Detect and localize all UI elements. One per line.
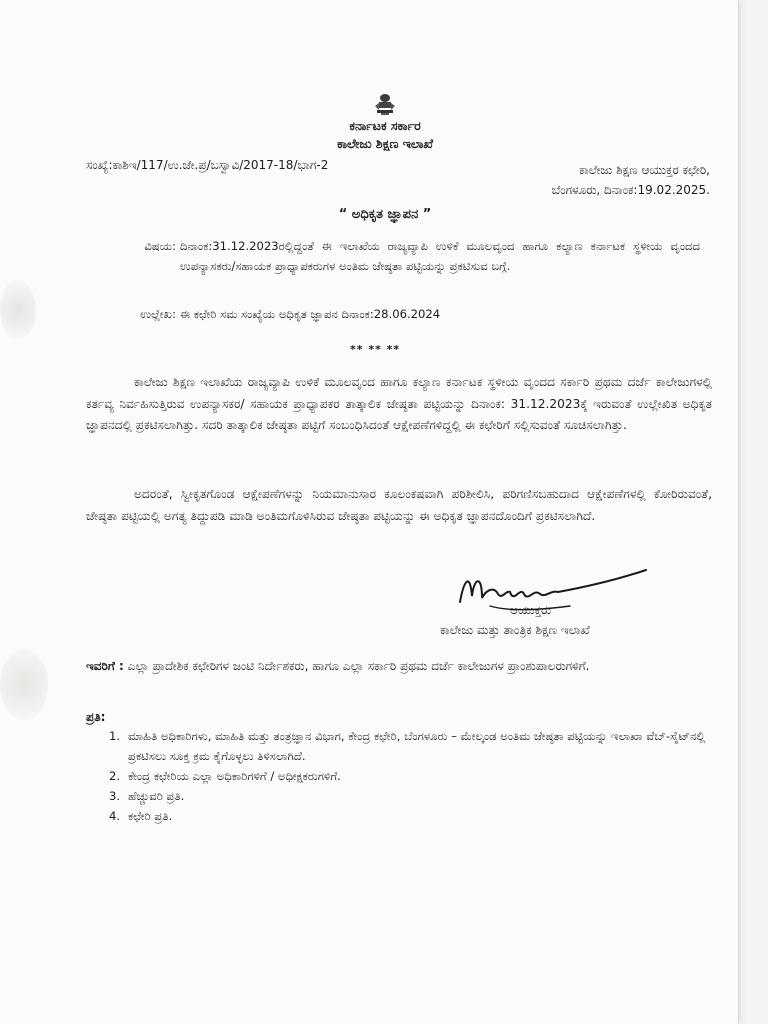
body-paragraph-2 (86, 484, 712, 527)
copy-to-list (100, 726, 710, 826)
office-address: ಕಾಲೇಜು ಶಿಕ್ಷಣ ಆಯುಕ್ತರ ಕಛೇರಿ, (579, 163, 710, 177)
reference-text: ಈ ಕಛೇರಿ ಸಮ ಸಂಖ್ಯೆಯ ಅಧಿಕೃತ ಜ್ಞಾಪನ ದಿನಾಂಕ:28.06.2024 (180, 307, 441, 321)
scan-mark (0, 650, 48, 720)
list-item-text: ಕಛೇರಿ ಪ್ರತಿ. (128, 809, 173, 823)
government-name: ಕರ್ನಾಟಕ ಸರ್ಕಾರ (349, 118, 421, 133)
signatory-department: ಕಾಲೇಜು ಮತ್ತು ತಾಂತ್ರಿಕ ಶಿಕ್ಷಣ ಇಲಾಖೆ (440, 623, 590, 637)
reference-label: ಉಲ್ಲೇಖ: (140, 307, 176, 321)
signatory-title: ಆಯುಕ್ತರು (510, 603, 552, 617)
karnataka-emblem-icon (372, 92, 398, 116)
list-item (100, 806, 710, 826)
list-item (100, 766, 710, 786)
memo-title: “ ಅಧಿಕೃತ ಜ್ಞಾಪನ ” (338, 207, 432, 222)
recipients-text: ಎಲ್ಲಾ ಪ್ರಾದೇಶಿಕ ಕಛೇರಿಗಳ ಜಂಟಿ ನಿರ್ದೇಶಕರು, ಹಾಗೂ ಎಲ್ಲಾ ಸರ್ಕಾರಿ ಪ್ರಥಮ ದರ್ಜೆ ಕಾಲೇಜುಗಳ ಪ್ರಾಂಶುಪಾಲರುಗಳಿಗೆ. (127, 659, 590, 673)
list-item-text: ಕೇಂದ್ರ ಕಛೇರಿಯ ಎಲ್ಲಾ ಅಧಿಕಾರಿಗಳಿಗೆ / ಅಧೀಕ್ಷಕರುಗಳಿಗೆ. (128, 769, 341, 783)
recipients-block (86, 656, 712, 677)
reference-number: ಸಂಖ್ಯೆ:ಕಾಶಿಇ/117/ಉ.ಜೇ.ಪ್ರ/ಬಸ್ವಾವಿ/2017-18/ಭಾಗ-2 (86, 158, 329, 172)
list-item-number: 4. (108, 809, 120, 823)
subject-block (124, 236, 704, 300)
body-paragraph-1 (86, 372, 712, 437)
list-item-number: 1. (108, 729, 120, 743)
subject-text: ದಿನಾಂಕ:31.12.2023ರಲ್ಲಿದ್ದಂತೆ ಈ ಇಲಾಖೆಯ ರಾಜ್ಯವ್ಯಾಪಿ ಉಳಿಕೆ ಮೂಲವೃಂದ ಹಾಗೂ ಕಲ್ಯಾಣ ಕರ್ನಾಟಕ ಸ್ಥಳೀಯ ವೃಂದದ ಉಪನ್ಯಾಸಕರು/ಸಹಾಯಕ ಪ್ರಾಧ್ಯಾಪಕರುಗಳ ಅಂತಿಮ ಜೇಷ್ಠತಾ ಪಟ್ಟಿಯನ್ನು ಪ್ರಕಟಿಸುವ ಬಗ್ಗೆ. (180, 239, 700, 273)
paragraph-text: ಕಾಲೇಜು ಶಿಕ್ಷಣ ಇಲಾಖೆಯ ರಾಜ್ಯವ್ಯಾಪಿ ಉಳಿಕೆ ಮೂಲವೃಂದ ಹಾಗೂ ಕಲ್ಯಾಣ ಕರ್ನಾಟಕ ಸ್ಥಳೀಯ ವೃಂದದ ಸರ್ಕಾರಿ ಪ್ರಥಮ ದರ್ಜೆ ಕಾಲೇಜುಗಳಲ್ಲಿ ಕರ್ತವ್ಯ ನಿರ್ವಹಿಸುತ್ತಿರುವ ಉಪನ್ಯಾಸಕರ/ ಸಹಾಯಕ ಪ್ರಾಧ್ಯಾಪಕರ ತಾತ್ಕಾಲಿಕ ಜೇಷ್ಠತಾ ಪಟ್ಟಿಯನ್ನು ದಿನಾಂಕ: 31.12.2023ಕ್ಕೆ ಇರುವಂತೆ ಉಲ್ಲೇಖಿತ ಅಧಿಕೃತ ಜ್ಞಾಪನದಲ್ಲಿ ಪ್ರಕಟಿಸಲಾಗಿತ್ತು. ಸದರಿ ತಾತ್ಕಾಲಿಕ ಜೇಷ್ಠತಾ ಪಟ್ಟಿಗೆ ಸಂಬಂಧಿಸಿದಂತೆ ಆಕ್ಷೇಪಣೆಗಳಿದ್ದಲ್ಲಿ ಈ ಕಛೇರಿಗೆ ಸಲ್ಲಿಸುವಂತೆ ಸೂಚಿಸಲಾಗಿತ್ತು. (86, 375, 712, 432)
list-item-number: 3. (108, 789, 120, 803)
separator: ** ** ** (350, 343, 401, 356)
list-item (100, 786, 710, 806)
copy-to-label: ಪ್ರತಿ: (86, 710, 106, 724)
list-item (100, 726, 710, 766)
office-date: ಬೆಂಗಳೂರು, ದಿನಾಂಕ:19.02.2025. (551, 183, 710, 197)
reference-block (124, 304, 704, 326)
department-name: ಕಾಲೇಜು ಶಿಕ್ಷಣ ಇಲಾಖೆ (336, 136, 434, 151)
subject-label: ವಿಷಯ: (144, 239, 176, 253)
list-item-number: 2. (108, 769, 120, 783)
paragraph-text: ಅದರಂತೆ, ಸ್ವೀಕೃತಗೊಂಡ ಆಕ್ಷೇಪಣೆಗಳನ್ನು ನಿಯಮಾನುಸಾರ ಕೂಲಂಕಷವಾಗಿ ಪರಿಶೀಲಿಸಿ, ಪರಿಗಣಿಸಬಹುದಾದ ಆಕ್ಷೇಪಣೆಗಳಲ್ಲಿ ಕೋರಿರುವಂತೆ, ಜೇಷ್ಠತಾ ಪಟ್ಟಿಯಲ್ಲಿ ಅಗತ್ಯ ತಿದ್ದುಪಡಿ ಮಾಡಿ ಅಂತಿಮಗೊಳಿಸಿರುವ ಜೇಷ್ಠತಾ ಪಟ್ಟಿಯನ್ನು ಈ ಅಧಿಕೃತ ಜ್ಞಾಪನದೊಂದಿಗೆ ಪ್ರಕಟಿಸಲಾಗಿದೆ. (86, 487, 712, 523)
list-item-text: ಹೆಚ್ಚುವರಿ ಪ್ರತಿ. (128, 789, 185, 803)
recipients-label: ಇವರಿಗೆ : (86, 659, 124, 673)
signature-mark (450, 560, 660, 620)
list-item-text: ಮಾಹಿತಿ ಅಧಿಕಾರಿಗಳು, ಮಾಹಿತಿ ಮತ್ತು ತಂತ್ರಜ್ಞಾನ ವಿಭಾಗ, ಕೇಂದ್ರ ಕಛೇರಿ, ಬೆಂಗಳೂರು – ಮೇಲ್ಕಂಡ ಅಂತಿಮ ಜೇಷ್ಠತಾ ಪಟ್ಟಿಯನ್ನು ಇಲಾಖಾ ವೆಬ್-ಸೈಟ್‌ನಲ್ಲಿ ಪ್ರಕಟಿಸಲು ಸೂಕ್ತ ಕ್ರಮ ಕೈಗೊಳ್ಳಲು ತಿಳಿಸಲಾಗಿದೆ. (128, 729, 706, 763)
scan-mark (0, 280, 36, 340)
